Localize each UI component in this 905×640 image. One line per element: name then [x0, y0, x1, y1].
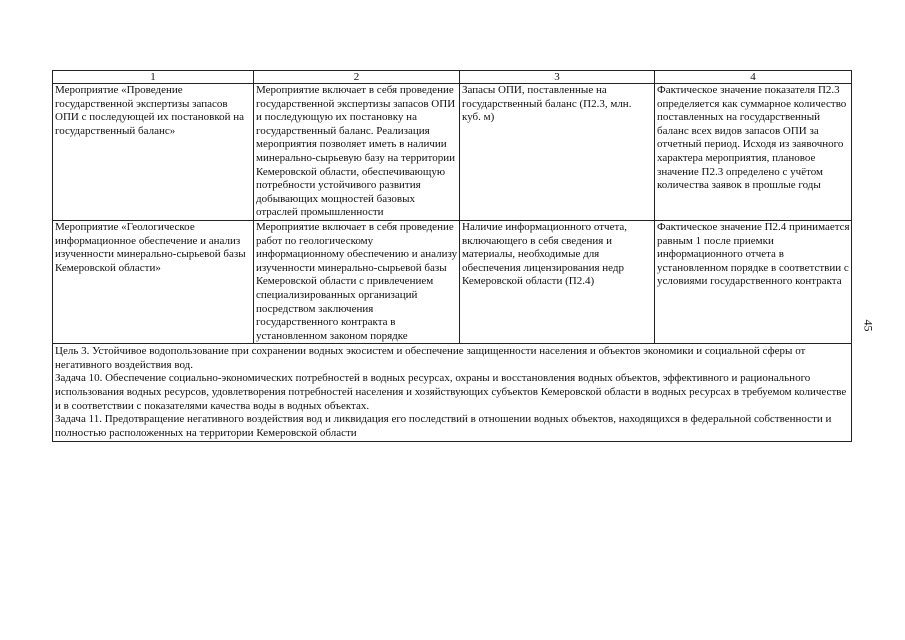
table-cell-description: Мероприятие включает в себя проведение работ по геологическому информационному обеспечению и анализу изученности минерально-сырьевой базы Кемеровской области с привлечением специализированных организаций посредством заключения государственного контракта в установленном законом порядке	[254, 220, 460, 343]
table-row	[53, 84, 852, 221]
column-header-3: 3	[460, 71, 655, 84]
goal-3-text: Цель 3. Устойчивое водопользование при сохранении водных экосистем и обеспечение защищенности населения и объектов экономики и социальной сферы от негативного воздействия вод.	[55, 345, 806, 371]
goal-tasks-cell	[53, 344, 852, 442]
table-cell-indicator: Наличие информационного отчета, включающего в себя сведения и материалы, необходимые для обеспечения лицензирования недр Кемеровской области (П2.4)	[460, 220, 655, 343]
table-cell-method: Фактическое значение П2.4 принимается равным 1 после приемки информационного отчета в установленном порядке в соответствии с условиями государственного контракта	[655, 220, 852, 343]
table-cell-activity: Мероприятие «Геологическое информационное обеспечение и анализ изученности минерально-сырьевой базы Кемеровской области»	[53, 220, 254, 343]
table-cell-description: Мероприятие включает в себя проведение государственной экспертизы запасов ОПИ и последующую их постановку на государственный баланс. Реализация мероприятия позволяет иметь в наличии минерально-сырьевую базу на территории Кемеровской области, обеспечивающую потребности устойчивого развития добывающих мощностей базовых отраслей промышленности	[254, 84, 460, 221]
indicators-table	[52, 70, 852, 442]
goal-tasks-row	[53, 344, 852, 442]
page-number: 45	[861, 319, 876, 332]
table-cell-activity: Мероприятие «Проведение государственной экспертизы запасов ОПИ с последующей их постановкой на государственный баланс»	[53, 84, 254, 221]
header-row	[53, 71, 852, 84]
table-cell-indicator: Запасы ОПИ, поставленные на государственный баланс (П2.3, млн. куб. м)	[460, 84, 655, 221]
column-header-1: 1	[53, 71, 254, 84]
table-cell-method: Фактическое значение показателя П2.3 определяется как суммарное количество поставленных на государственный баланс всех видов запасов ОПИ за отчетный период. Исходя из заявочного характера мероприятия, плановое значение П2.3 определено с учётом количества заявок в прошлые годы	[655, 84, 852, 221]
task-11-text: Задача 11. Предотвращение негативного воздействия вод и ликвидация его последствий в отношении водных объектов, находящихся в федеральной собственности и полностью расположенных на территории Кемеровской области	[55, 413, 832, 439]
task-10-text: Задача 10. Обеспечение социально-экономических потребностей в водных ресурсах, охраны и восстановления водных объектов, эффективного и рационального использования водных ресурсов, удовлетворения потребностей населения и хозяйствующих субъектов Кемеровской области в водных ресурсах в требуемом количестве и в соответствии с показателями качества воды в водных объектах.	[55, 372, 847, 412]
table-row	[53, 220, 852, 343]
column-header-2: 2	[254, 71, 460, 84]
column-header-4: 4	[655, 71, 852, 84]
